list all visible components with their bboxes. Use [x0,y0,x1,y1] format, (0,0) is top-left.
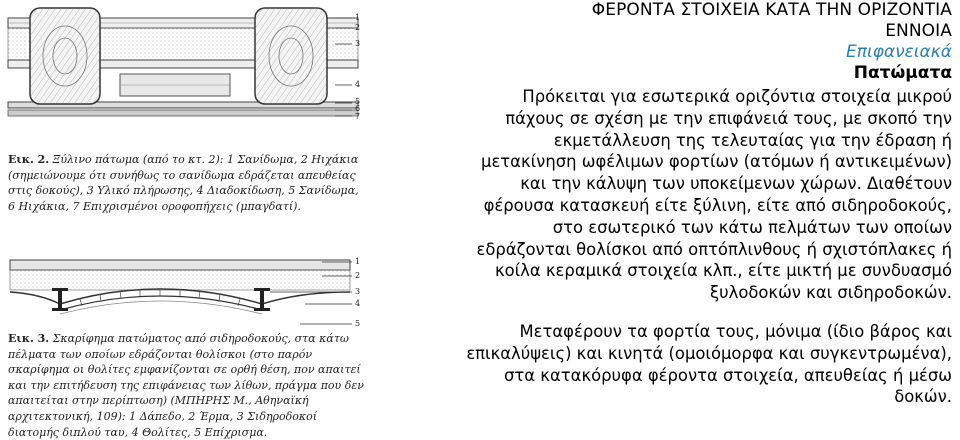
caption-label: Εικ. 3. [8,332,50,345]
paragraph-line: εδράζονται θολίσκοι από οπτόπλινθους ή σχιστόπλακες ή [476,239,952,259]
fig2-number: 7 [355,112,361,121]
timber-floor-section-figure [0,0,370,150]
subtitle: Επιφανειακά [845,42,952,62]
paragraph-line: στα κατακόρυφα φέροντα στοιχεία, απευθείας ή μέσω [504,365,952,385]
figure-3-caption [8,331,368,440]
paragraph-line: πάχους σε σχέση με την επιφάνειά τους, με σκοπό την [505,108,952,128]
paragraph-line: στο εσωτερικό των κάτω πελμάτων των οποίων [552,217,952,237]
figure-2-caption [8,152,368,214]
paragraph-2 [390,321,952,408]
iron-beam-vault-floor-figure [0,226,370,330]
paragraph-line: φέρουσα κατασκευή είτε ξύλινη, είτε από σιδηροδοκούς, [483,195,952,215]
fig2-number: 1 [355,13,361,22]
paragraph-line: ξυλοδοκών και σιδηροδοκών. [710,283,952,303]
paragraph-line: μετακίνηση ωφέλιμων φορτίων (ατόμων ή αντικειμένων) [481,152,952,172]
fig2-number: 4 [355,80,361,89]
paragraph-line: κοίλα κεραμικά στοιχεία κλπ., είτε μικτή με συνδυασμό [494,261,952,281]
title-line: ΕΝΝΟΙΑ [885,21,952,41]
fig3-number: 1 [355,257,361,266]
paragraph-line: δοκών. [894,387,952,407]
paragraph-line: επικαλύψεις) και κινητά (ομοιόμορφα και συγκεντρωμένα), [466,343,952,363]
paragraph-1 [390,86,952,304]
paragraph-line: και την κάλυψη των υποκείμενων χώρων. Διαθέτουν [520,174,952,194]
fig2-number: 6 [355,104,361,113]
text-column [390,0,952,408]
paragraph-line: Μεταφέρουν τα φορτία τους, μόνιμα (ίδιο βάρος και [519,321,952,341]
paragraph-line: εκμετάλλευση της τελευταίας για την έδραση ή [553,130,952,150]
fig3-number: 2 [355,271,361,280]
fig3-number: 3 [355,287,361,296]
page-title [390,0,952,42]
title-line: ΦΕΡΟΝΤΑ ΣΤΟΙΧΕΙΑ ΚΑΤΑ ΤΗΝ ΟΡΙΖΟΝΤΙΑ [591,0,952,20]
fig2-number: 3 [355,39,361,48]
paragraph-line: Πρόκειται για εσωτερικά οριζόντια στοιχεία μικρού [522,87,952,106]
section-heading: Πατώματα [853,63,952,83]
fig3-number: 5 [355,319,361,328]
caption-text: Ξύλινο πάτωμα (από το κτ. 2): 1 Σανίδωμα, 2 Ηιχάκια (σημειώνουμε ότι συνήθως το σανίδωμα εδράζεται απευθείας στις δοκούς), 3 Υλικό πλήρωσης, 4 Διαδοκίδωση, 5 Σανίδωμα, 6 Ηιχάκια, 7 Επιχρισμένοι οροφοπήχεις (μπαγδατί). [8,153,359,213]
fig3-number: 4 [355,299,361,308]
fig2-number: 5 [355,97,361,106]
caption-text: Σκαρίφημα πατώματος από σιδηροδοκούς, στα κάτω πέλματα των οποίων εδράζονται θολίσκοι (στο παρόν σκαρίφημα οι θολίτες εμφανίζονται σε ορθή θέση, πον απαιτεί και την επιτήδευση της επιφάνειας των λίθων, πράγμα που δεν απαιτείται στην περίπτωση) (ΜΠΗΡΗΣ Μ., Αθηναϊκή αρχιτεκτονική, 109): 1 Δάπεδο, 2 Έρμα, 3 Σιδηροδοκοί διατομής διπλού ταυ, 4 Θολίτες, 5 Επίχρισμα. [8,332,364,439]
figures-column [0,0,370,439]
fig2-number: 2 [355,23,361,32]
caption-label: Εικ. 2. [8,153,50,166]
